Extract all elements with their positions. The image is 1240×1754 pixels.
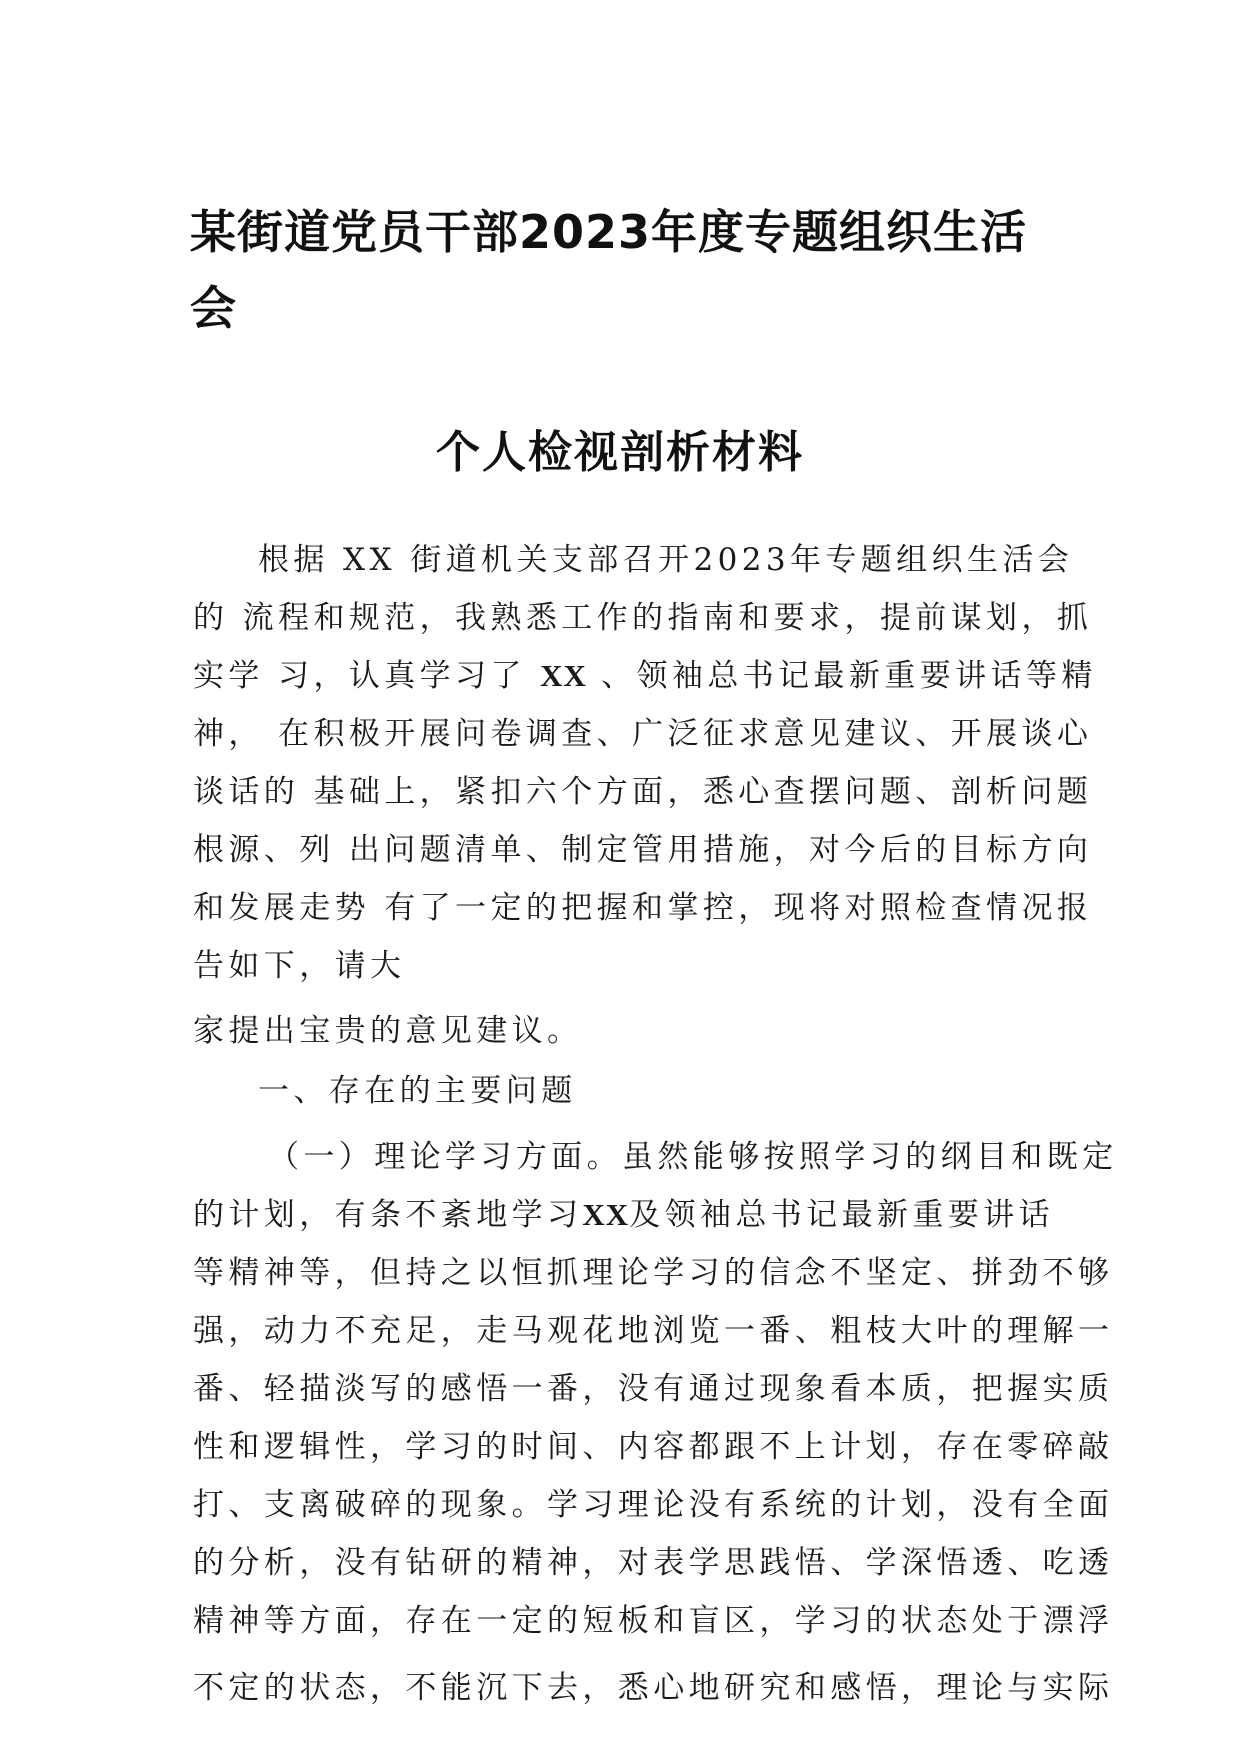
intro-line: 神， 在积极开展问卷调查、广泛征求意见建议、开展谈心 [193, 716, 1093, 752]
intro-line: 和发展走势 有了一定的把握和掌控，现将对照检查情况报 [193, 890, 1093, 926]
body-line: 番、轻描淡写的感悟一番，没有通过现象看本质，把握实质 [193, 1371, 1114, 1407]
document-title-line-1: 某街道党员干部2023年度专题组织生活 [190, 205, 1028, 259]
body-line: 性和逻辑性，学习的时间、内容都跟不上计划，存在零碎敲 [193, 1429, 1114, 1465]
intro-line [193, 656, 1097, 696]
intro-line: 谈话的 基础上，紧扣六个方面，悉心查摆问题、剖析问题 [193, 774, 1093, 810]
body-line: 等精神等，但持之以恒抓理论学习的信念不坚定、拼劲不够 [193, 1255, 1114, 1291]
document-subtitle: 个人检视剖析材料 [436, 427, 804, 478]
intro-text: 、领袖总书记最新重要讲话等精 [586, 658, 1097, 694]
body-line: 打、支离破碎的现象。学习理论没有系统的计划，没有全面 [193, 1487, 1114, 1523]
body-line: 精神等方面，存在一定的短板和盲区，学习的状态处于漂浮 [193, 1603, 1114, 1639]
body-text: 及领袖总书记最新重要讲话 [629, 1197, 1054, 1233]
body-line: （一）理论学习方面。虽然能够按照学习的纲目和既定 [268, 1139, 1118, 1175]
intro-line: 根据 XX 街道机关支部召开2023年专题组织生活会 [258, 542, 1074, 578]
intro-line: 的 流程和规范，我熟悉工作的指南和要求，提前谋划，抓 [193, 600, 1093, 636]
body-bold-text: XX [582, 1197, 630, 1232]
body-line: 强，动力不充足，走马观花地浏览一番、粗枝大叶的理解一 [193, 1313, 1114, 1349]
section-heading: 一、存在的主要问题 [258, 1073, 577, 1109]
intro-bold-text: XX [540, 658, 587, 693]
body-line [193, 1195, 1063, 1235]
body-line: 不定的状态，不能沉下去，悉心地研究和感悟，理论与实际 [193, 1670, 1114, 1706]
intro-text: 实学 习，认真学习了 [193, 658, 541, 694]
intro-line: 告如下，请大 [193, 948, 406, 984]
intro-line: 家提出宝贵的意见建议。 [193, 1013, 583, 1049]
body-line: 的分析，没有钻研的精神，对表学思践悟、学深悟透、吃透 [193, 1545, 1114, 1581]
body-text: 的计划，有条不紊地学习 [193, 1197, 583, 1233]
intro-line: 根源、列 出问题清单、制定管用措施，对今后的目标方向 [193, 832, 1093, 868]
document-title-line-2: 会 [190, 281, 237, 335]
